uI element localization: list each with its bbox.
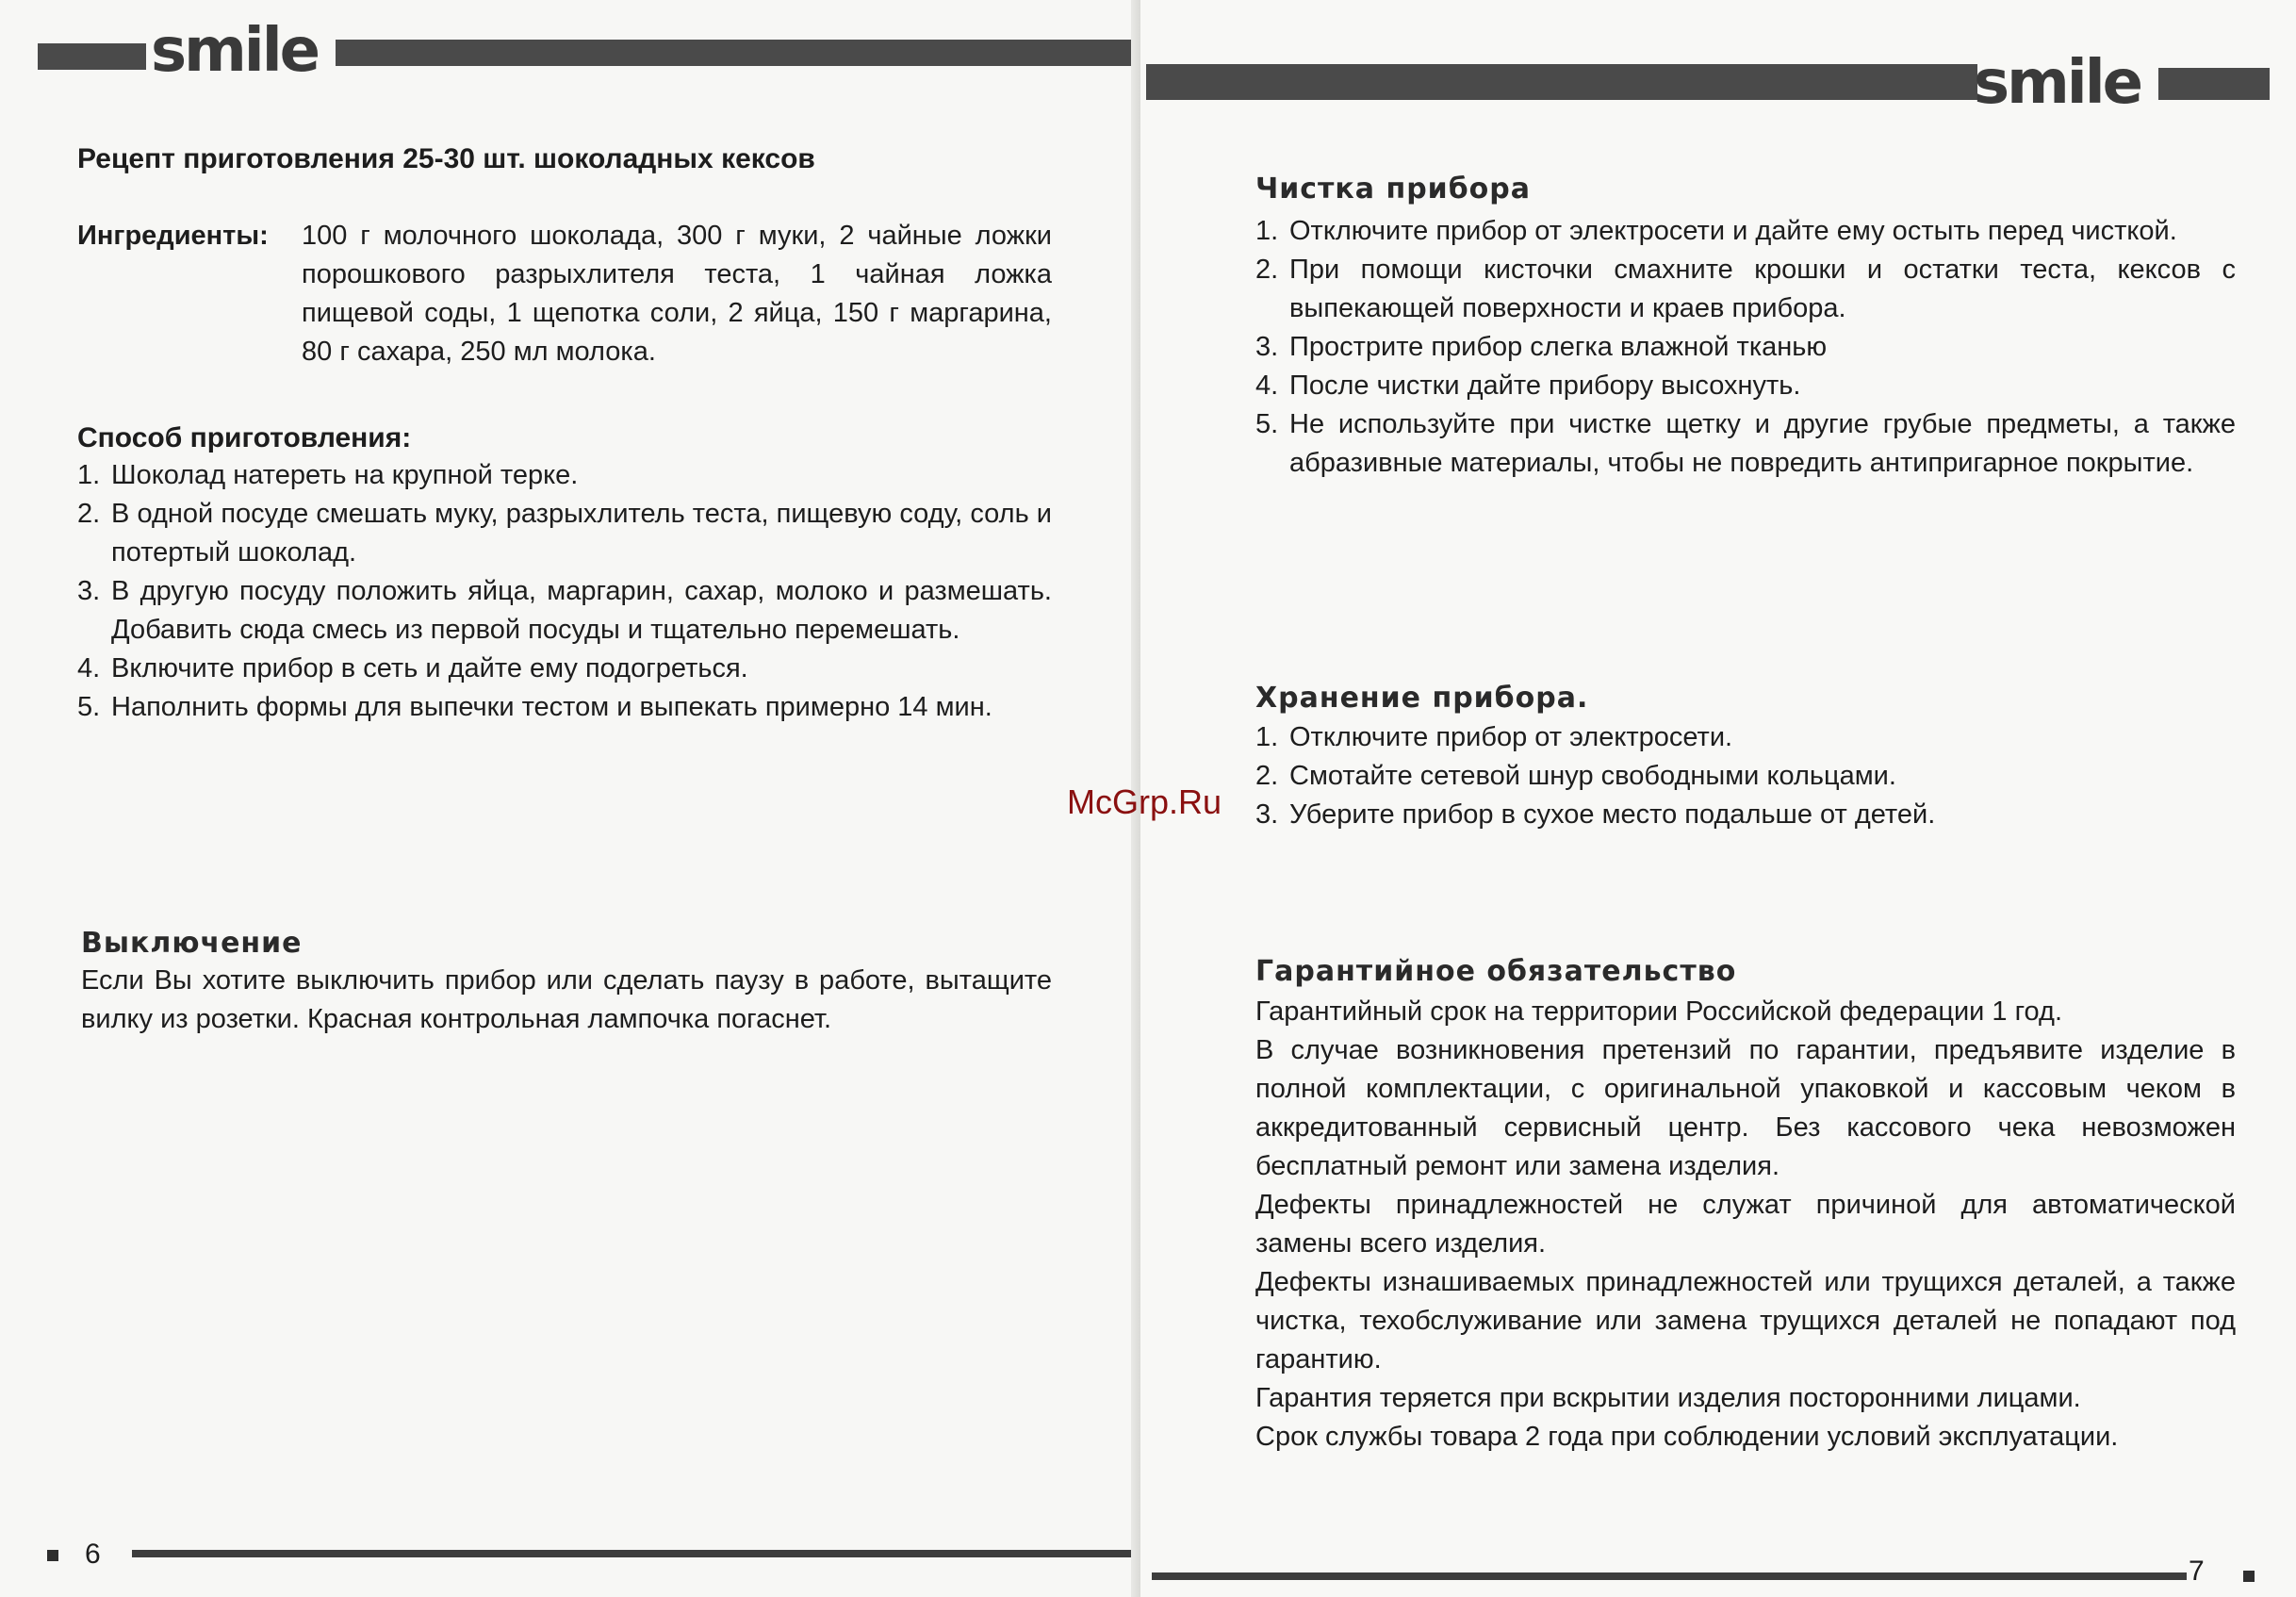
list-text: Включите прибор в сеть и дайте ему подогреться. xyxy=(111,653,748,683)
list-number: 4. xyxy=(1255,370,1279,401)
list-item xyxy=(1255,405,2236,483)
list-number: 2. xyxy=(1255,255,1279,285)
ingredients-label: Ингредиенты: xyxy=(77,221,269,251)
header-bar-left-stub xyxy=(38,43,146,70)
list-text: Шоколад натереть на крупной терке. xyxy=(111,460,579,490)
list-item xyxy=(1255,718,2236,757)
list-number: 1. xyxy=(1255,722,1279,752)
footer-square xyxy=(47,1550,58,1561)
list-item xyxy=(1255,212,2236,251)
header-bar-right xyxy=(1146,64,1977,100)
storage-title: Хранение прибора. xyxy=(1255,682,1589,715)
list-item xyxy=(77,688,1052,727)
list-number: 3. xyxy=(1255,332,1279,362)
footer-bar-left xyxy=(132,1550,1140,1557)
list-item xyxy=(1255,796,2236,834)
storage-steps xyxy=(1255,718,2236,834)
page-number-right: 7 xyxy=(2189,1556,2205,1587)
warranty-text xyxy=(1255,993,2236,1457)
warranty-title: Гарантийное обязательство xyxy=(1255,955,1737,988)
list-item xyxy=(77,572,1052,650)
off-text: Если Вы хотите выключить прибор или сделать паузу в работе, вытащите вилку из розетки. Красная контрольная лампочка погаснет. xyxy=(81,965,1052,1034)
footer-bar-right xyxy=(1152,1572,2187,1580)
method-steps xyxy=(77,456,1052,727)
list-text: В другую посуду положить яйца, маргарин, сахар, молоко и размешать. Добавить сюда смесь из первой посуды и тщательно перемешать. xyxy=(111,576,1052,645)
header-bar-left xyxy=(336,40,1140,66)
list-number: 3. xyxy=(77,576,101,606)
warranty-paragraph: Срок службы товара 2 года при соблюдении условий эксплуатации. xyxy=(1255,1422,2119,1452)
list-number: 5. xyxy=(1255,409,1279,439)
list-number: 1. xyxy=(1255,216,1279,246)
off-title: Выключение xyxy=(81,927,303,960)
list-number: 1. xyxy=(77,460,101,490)
ingredients-text: 100 г молочного шоколада, 300 г муки, 2 чайные ложки порошкового разрыхлителя теста, 1 чайная ложка пищевой соды, 1 щепотка соли, 2 яйца, 150 г маргарина, 80 г сахара, 250 мл молока. xyxy=(302,221,1052,367)
cleaning-steps xyxy=(1255,212,2236,483)
list-number: 2. xyxy=(77,499,101,529)
list-text: Отключите прибор от электросети и дайте ему остыть перед чисткой. xyxy=(1289,216,2177,246)
list-number: 5. xyxy=(77,692,101,722)
list-text: При помощи кисточки смахните крошки и остатки теста, кексов с выпекающей поверхности и краев прибора. xyxy=(1289,255,2236,323)
watermark: McGrp.Ru xyxy=(1067,782,1222,821)
list-item xyxy=(1255,251,2236,328)
footer-square-right xyxy=(2243,1571,2255,1582)
list-text: Смотайте сетевой шнур свободными кольцами. xyxy=(1289,761,1896,791)
list-number: 2. xyxy=(1255,761,1279,791)
list-text: Не используйте при чистке щетку и другие грубые предметы, а также абразивные материалы, чтобы не повредить антипригарное покрытие. xyxy=(1289,409,2236,478)
method-title: Способ приготовления: xyxy=(77,422,412,453)
brand-logo-right: smile xyxy=(1974,48,2141,118)
list-item xyxy=(1255,328,2236,367)
list-text: Уберите прибор в сухое место подальше от детей. xyxy=(1289,799,1936,830)
list-number: 4. xyxy=(77,653,101,683)
warranty-paragraph: Дефекты принадлежностей не служат причиной для автоматической замены всего изделия. xyxy=(1255,1190,2236,1259)
page-number-left: 6 xyxy=(85,1539,101,1570)
list-item xyxy=(1255,757,2236,796)
list-item xyxy=(1255,367,2236,405)
list-text: В одной посуде смешать муку, разрыхлитель теста, пищевую соду, соль и потертый шоколад. xyxy=(111,499,1052,568)
cleaning-title: Чистка прибора xyxy=(1255,173,1531,206)
list-text: После чистки дайте прибору высохнуть. xyxy=(1289,370,1801,401)
left-page xyxy=(0,0,1140,1597)
list-text: Отключите прибор от электросети. xyxy=(1289,722,1733,752)
list-text: Наполнить формы для выпечки тестом и выпекать примерно 14 мин. xyxy=(111,692,992,722)
list-text: Прострите прибор слегка влажной тканью xyxy=(1289,332,1828,362)
list-item xyxy=(77,650,1052,688)
warranty-paragraph: Гарантия теряется при вскрытии изделия посторонними лицами. xyxy=(1255,1383,2081,1413)
list-item xyxy=(77,495,1052,572)
recipe-title: Рецепт приготовления 25-30 шт. шоколадных кексов xyxy=(77,143,815,174)
list-number: 3. xyxy=(1255,799,1279,830)
brand-logo: smile xyxy=(151,16,319,86)
warranty-paragraph: Гарантийный срок на территории Российской федерации 1 год. xyxy=(1255,996,2062,1027)
list-item xyxy=(77,456,1052,495)
warranty-paragraph: Дефекты изнашиваемых принадлежностей или трущихся деталей, а также чистка, техобслуживание или замена трущихся деталей не попадают под гарантию. xyxy=(1255,1267,2236,1375)
ingredients-block xyxy=(77,217,1052,371)
warranty-paragraph: В случае возникновения претензий по гарантии, предъявите изделие в полной комплектации, с оригинальной упаковкой и кассовым чеком в аккредитованный сервисный центр. Без кассового чека невозможен бесплатный ремонт или замена изделия. xyxy=(1255,1035,2236,1181)
right-page xyxy=(1140,0,2296,1597)
header-bar-right-stub xyxy=(2158,68,2270,100)
